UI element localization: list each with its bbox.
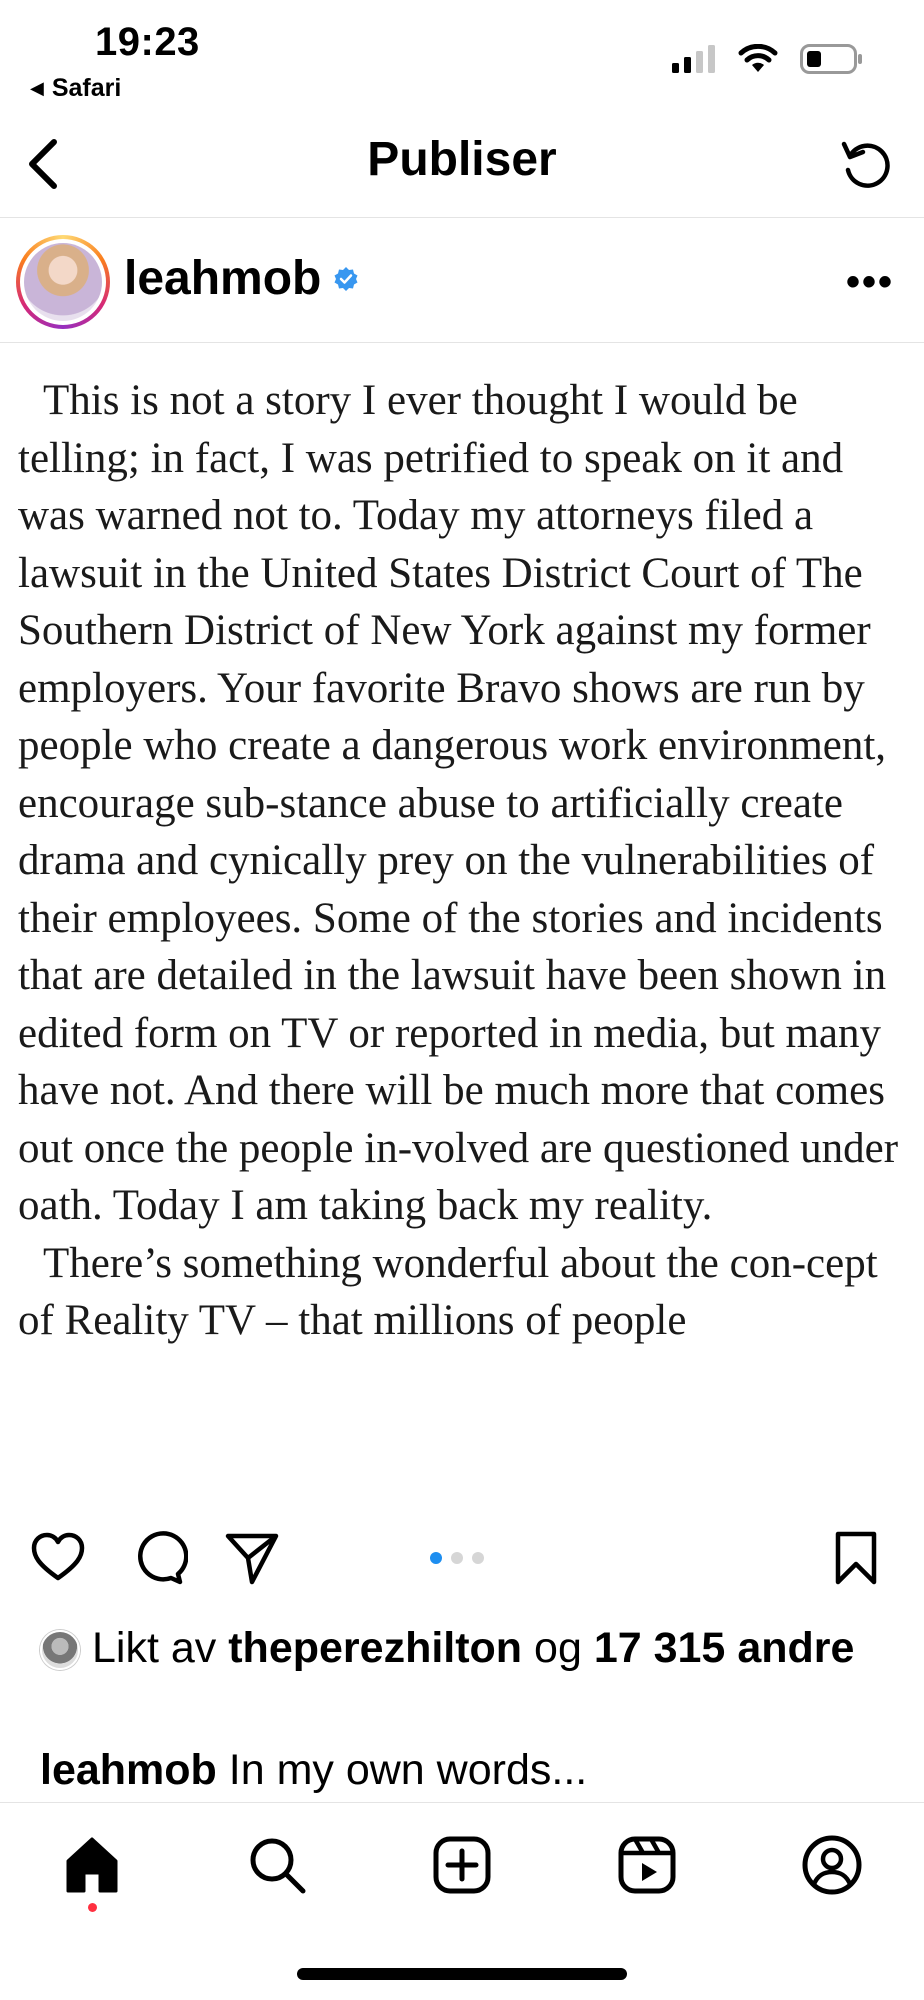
avatar-image [24, 243, 102, 321]
caption-username[interactable]: leahmob [40, 1746, 217, 1794]
battery-icon [800, 44, 864, 74]
page-header [0, 110, 924, 218]
home-icon[interactable] [60, 1833, 124, 1897]
likes-prefix: Likt av [92, 1624, 217, 1672]
post-paragraph: This is not a story I ever thought I would be telling; in fact, I was petrified to speak on it and was warned not to. Today my attorneys filed a lawsuit in the United States District Court of The Southern District of New York against my former employers. Your favorite Bravo shows are run by people who create a dangerous work environment, encourage sub-stance abuse to artificially create drama and cynically prey on the vulnerabilities of their employees. Some of the stories and incidents that are detailed in the lawsuit have been shown in edited form on TV or reported in media, but many have not. And there will be much more that comes out once the people in-volved are questioned under oath. Today I am taking back my reality. [18, 377, 899, 1229]
wifi-icon [738, 44, 778, 74]
carousel-indicator [430, 1552, 484, 1564]
post-actions [0, 1528, 924, 1588]
liker-avatar [40, 1630, 80, 1670]
notification-dot [88, 1903, 97, 1912]
profile-icon[interactable] [800, 1833, 864, 1897]
carousel-dot [451, 1552, 463, 1564]
home-indicator [297, 1968, 627, 1980]
carousel-dot [430, 1552, 442, 1564]
comment-icon[interactable] [128, 1528, 188, 1588]
back-to-safari[interactable] [30, 74, 121, 103]
status-icons [672, 44, 864, 74]
status-time: 19:23 [95, 20, 200, 64]
post-caption [40, 1742, 587, 1798]
carousel-dot [472, 1552, 484, 1564]
liker-username[interactable]: theperezhilton [228, 1624, 523, 1672]
heart-icon[interactable] [28, 1528, 88, 1588]
more-options-icon[interactable]: ••• [845, 260, 894, 304]
send-icon[interactable] [222, 1528, 282, 1588]
likes-summary[interactable] [40, 1620, 900, 1676]
post-username[interactable]: leahmob [124, 252, 322, 305]
post-text-image [18, 372, 908, 1350]
caption-text: In my own words... [228, 1746, 588, 1794]
refresh-icon[interactable] [836, 134, 896, 194]
avatar[interactable] [16, 235, 110, 329]
likes-conjunction: og [534, 1624, 582, 1672]
back-triangle-icon: ◀ [30, 78, 44, 98]
post-header [0, 219, 924, 343]
reels-icon[interactable] [615, 1833, 679, 1897]
verified-badge-icon [333, 266, 359, 292]
search-icon[interactable] [245, 1833, 309, 1897]
likes-suffix[interactable]: andre [737, 1624, 855, 1672]
likes-count[interactable]: 17 315 [593, 1624, 726, 1672]
bookmark-icon[interactable] [826, 1528, 886, 1588]
cellular-signal-icon [672, 45, 716, 73]
page-title: Publiser [367, 133, 557, 186]
back-app-label: Safari [51, 74, 122, 102]
post-paragraph: There’s something wonderful about the con-cept of Reality TV – that millions of people [18, 1239, 878, 1344]
create-icon[interactable] [430, 1833, 494, 1897]
